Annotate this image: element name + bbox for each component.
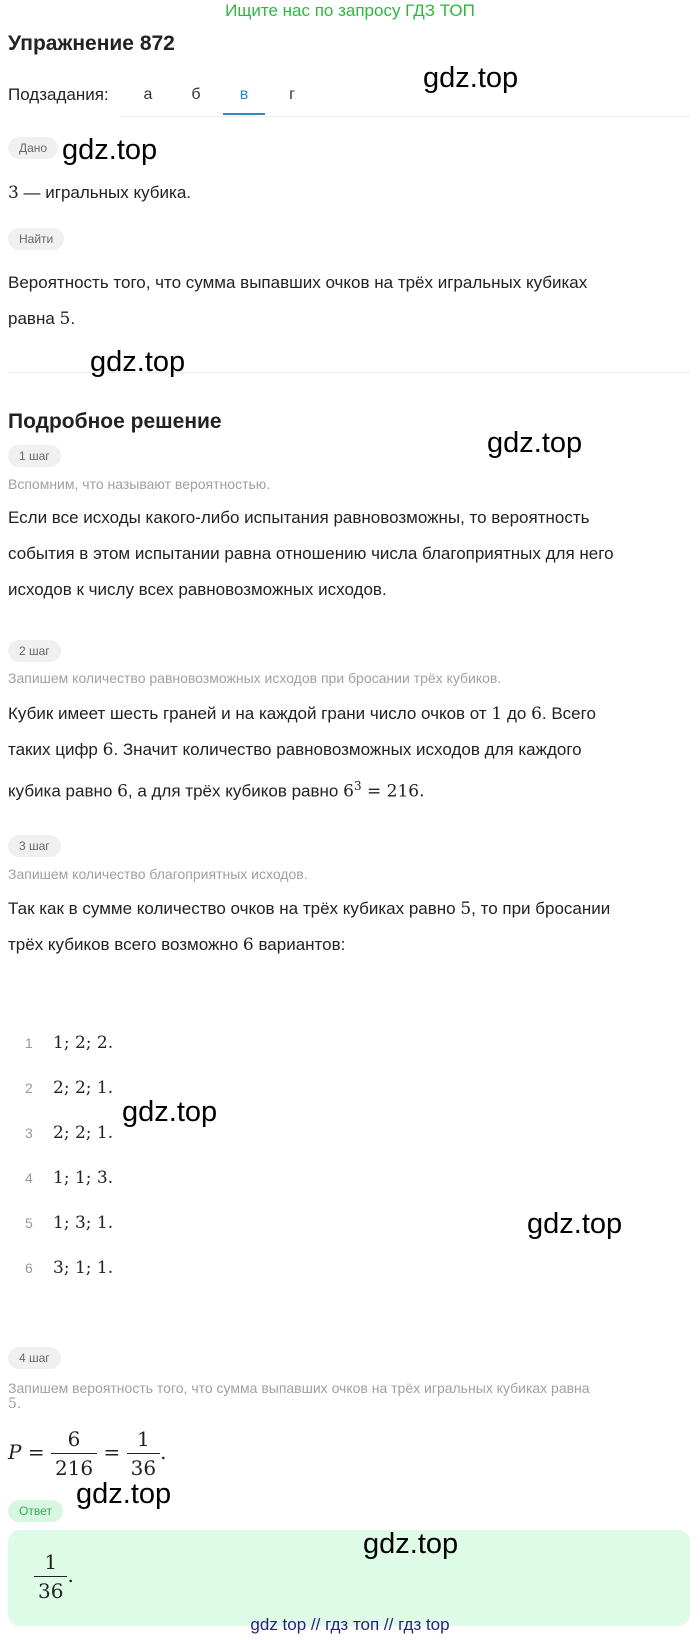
watermark: gdz.top bbox=[487, 427, 583, 459]
given-number: 3 bbox=[8, 183, 19, 203]
subtasks-label: Подзадания: bbox=[8, 85, 109, 104]
list-item: 5 1; 3; 1. bbox=[25, 1213, 114, 1233]
list-item: 2 2; 2; 1. bbox=[25, 1078, 114, 1098]
given-badge: Дано bbox=[8, 137, 58, 159]
tab-g[interactable]: г bbox=[289, 86, 295, 103]
list-item: 6 3; 1; 1. bbox=[25, 1258, 114, 1278]
top-banner: Ищите нас по запросу ГДЗ ТОП bbox=[225, 1, 475, 20]
step-2-line-1: Кубик имеет шесть граней и на каждой грани число очков от 1 до 6. Всего bbox=[8, 704, 596, 724]
tab-a[interactable]: а bbox=[143, 86, 153, 103]
fraction-6-216: $\frac{6}{216}$ bbox=[51, 1425, 97, 1482]
step-1-line-1: Если все исходы какого-либо испытания равновозможны, то вероятность bbox=[8, 508, 590, 527]
watermark: gdz.top bbox=[423, 62, 519, 94]
probability-formula: P = $\frac{6}{216}$ = $\frac{1}{36}$ . bbox=[8, 1427, 167, 1480]
answer-value: $\frac{1}{36}$ . bbox=[34, 1548, 74, 1605]
tab-b[interactable]: б bbox=[191, 86, 201, 103]
step-2-text bbox=[8, 696, 596, 810]
active-tab-indicator bbox=[223, 113, 265, 115]
step-3-line-2: трёх кубиков всего возможно 6 вариантов: bbox=[8, 935, 346, 955]
step-1-hint: Вспомним, что называют вероятностью. bbox=[8, 476, 271, 492]
step-2-line-2: таких цифр 6. Значит количество равновозможных исходов для каждого bbox=[8, 740, 582, 760]
step-3-line-1: Так как в сумме количество очков на трёх кубиках равно 5, то при бросании bbox=[8, 899, 611, 919]
step-1-badge: 1 шаг bbox=[8, 445, 61, 467]
find-text bbox=[8, 265, 587, 337]
fraction-1-36: $\frac{1}{36}$ bbox=[127, 1425, 160, 1482]
list-item: 3 2; 2; 1. bbox=[25, 1123, 114, 1143]
watermark: gdz.top bbox=[76, 1478, 172, 1510]
watermark: gdz.top bbox=[122, 1096, 218, 1128]
step-1-text bbox=[8, 500, 614, 608]
step-4-hint: Запишем вероятность того, что сумма выпавших очков на трёх игральных кубиках равна 5. bbox=[8, 1380, 590, 1412]
given-label: — игральных кубика. bbox=[18, 183, 192, 202]
list-item: 1 1; 2; 2. bbox=[25, 1033, 114, 1053]
step-2-line-3: кубика равно 6, а для трёх кубиков равно $6^3 = 216$. bbox=[8, 779, 425, 802]
find-line-1: Вероятность того, что сумма выпавших очков на трёх игральных кубиках bbox=[8, 273, 588, 292]
given-text bbox=[8, 175, 191, 211]
page-title: Упражнение 872 bbox=[8, 32, 175, 55]
answer-badge: Ответ bbox=[8, 1500, 63, 1522]
answer-box bbox=[8, 1530, 690, 1626]
step-2-badge: 2 шаг bbox=[8, 640, 61, 662]
find-line-2: равна 5. bbox=[8, 309, 76, 329]
solution-title: Подробное решение bbox=[8, 410, 222, 433]
step-1-line-3: исходов к числу всех равновозможных исходов. bbox=[8, 580, 387, 599]
list-item: 4 1; 1; 3. bbox=[25, 1168, 114, 1188]
step-2-hint: Запишем количество равновозможных исходов при бросании трёх кубиков. bbox=[8, 670, 502, 686]
watermark: gdz.top bbox=[62, 134, 158, 166]
step-3-badge: 3 шаг bbox=[8, 835, 61, 857]
step-3-hint: Запишем количество благоприятных исходов. bbox=[8, 866, 308, 882]
subtask-tabs bbox=[120, 76, 690, 117]
watermark: gdz.top bbox=[527, 1208, 623, 1240]
footer-links[interactable]: gdz top // гдз топ // гдз top bbox=[250, 1615, 450, 1634]
watermark: gdz.top bbox=[363, 1528, 459, 1560]
step-1-line-2: события в этом испытании равна отношению числа благоприятных для него bbox=[8, 544, 614, 563]
step-4-badge: 4 шаг bbox=[8, 1347, 61, 1369]
watermark: gdz.top bbox=[90, 346, 186, 378]
tab-v[interactable]: в bbox=[239, 86, 249, 103]
step-3-text bbox=[8, 891, 610, 963]
find-badge: Найти bbox=[8, 228, 64, 250]
